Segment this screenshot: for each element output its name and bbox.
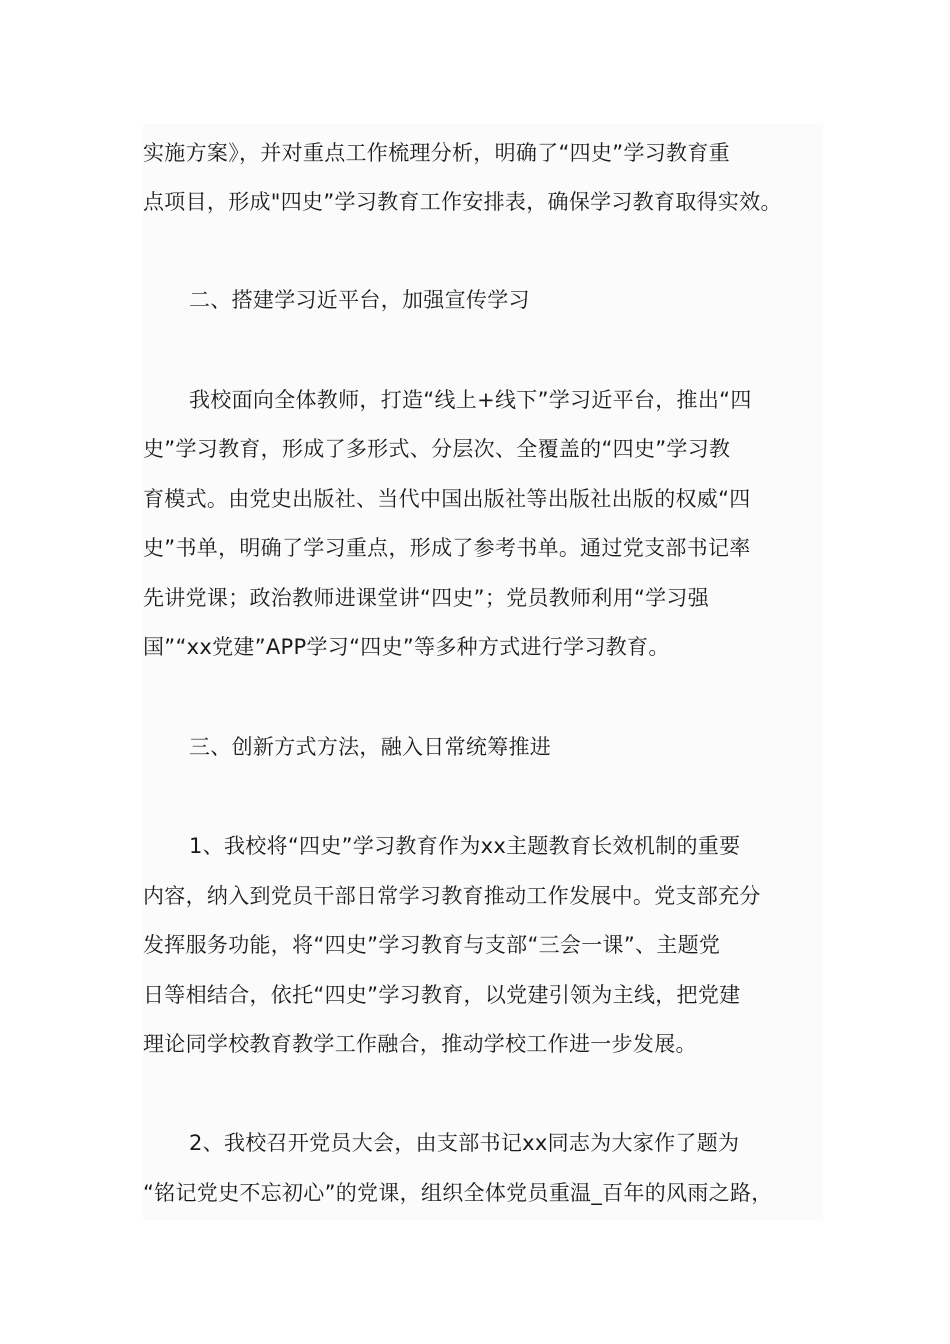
paragraph-line: 点项目，形成"四史”学习教育工作安排表，确保学习教育取得实效。 <box>143 190 782 214</box>
paragraph-line: 国”“xx党建”APP学习“四史”等多种方式进行学习教育。 <box>143 635 670 659</box>
paragraph-line: 我校面向全体教师，打造“线上+线下”学习近平台，推出“四 <box>189 388 752 412</box>
paragraph-line: 史”学习教育，形成了多形式、分层次、全覆盖的“四史”学习教 <box>143 437 731 461</box>
section-heading: 三、创新方式方法，融入日常统筹推进 <box>189 735 552 759</box>
paragraph-line: 内容，纳入到党员干部日常学习教育推动工作发展中。党支部充分 <box>143 884 761 908</box>
paragraph-line: 先讲党课；政治教师进课堂讲“四史”；党员教师利用“学习强 <box>143 586 710 610</box>
paragraph-line: 2、我校召开党员大会，由支部书记xx同志为大家作了题为 <box>189 1131 740 1155</box>
paragraph-line: 日等相结合，依托“四史”学习教育，以党建引领为主线，把党建 <box>143 983 741 1007</box>
paragraph-line: “铭记党史不忘初心”的党课，组织全体党员重温_百年的风雨之路， <box>143 1181 773 1205</box>
document-body <box>143 124 823 1220</box>
paragraph-line: 实施方案》，并对重点工作梳理分析，明确了“四史”学习教育重 <box>143 141 730 165</box>
paragraph-line: 发挥服务功能，将“四史”学习教育与支部“三会一课”、主题党 <box>143 933 721 957</box>
paragraph-line: 理论同学校教育教学工作融合，推动学校工作进一步发展。 <box>143 1032 697 1056</box>
paragraph-line: 1、我校将“四史”学习教育作为xx主题教育长效机制的重要 <box>189 834 741 858</box>
section-heading: 二、搭建学习近平台，加强宣传学习 <box>189 288 530 312</box>
paragraph-line: 育模式。由党史出版社、当代中国出版社等出版社出版的权威“四 <box>143 487 751 511</box>
paragraph-line: 史”书单，明确了学习重点，形成了参考书单。通过党支部书记率 <box>143 536 751 560</box>
